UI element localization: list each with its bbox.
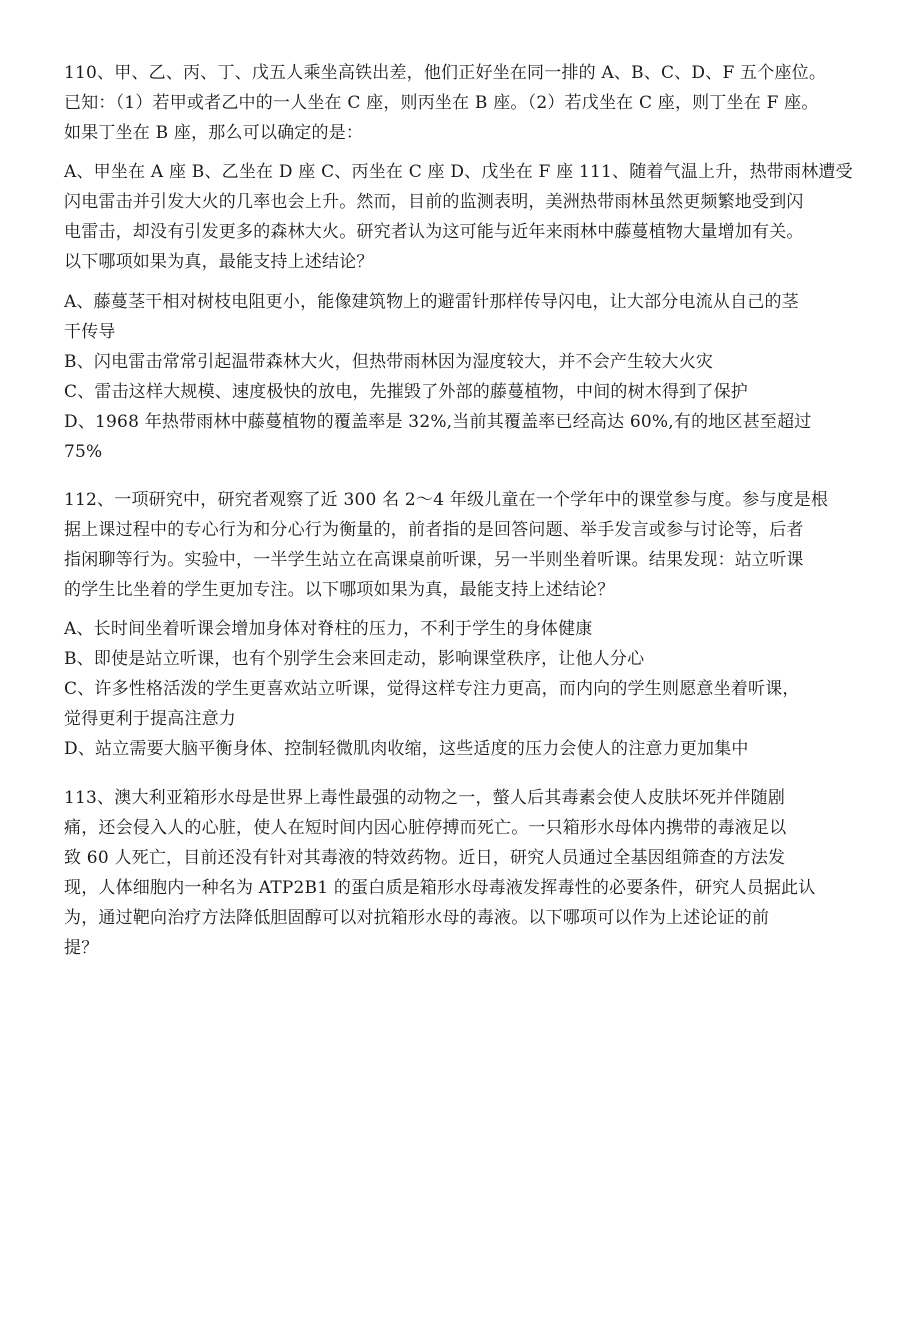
q111-line-3: 电雷击，却没有引发更多的森林大火。研究者认为这可能与近年来雨林中藤蔓植物大量增加有关。 bbox=[64, 222, 804, 242]
q111-line-2: 闪电雷击并引发大火的几率也会上升。然而，目前的监测表明，美洲热带雨林虽然更频繁地受到闪 bbox=[64, 192, 804, 212]
q111-option-b: B、闪电雷击常常引起温带森林大火，但热带雨林因为湿度较大，并不会产生较大火灾 bbox=[64, 352, 714, 372]
q113-line-6: 提？ bbox=[64, 938, 99, 958]
q111-option-a: A、藤蔓茎干相对树枝电阻更小，能像建筑物上的避雷针那样传导闪电，让大部分电流从自己的茎 bbox=[64, 292, 799, 312]
q113-line-3: 致 60 人死亡，目前还没有针对其毒液的特效药物。近日，研究人员通过全基因组筛查的方法发 bbox=[64, 848, 786, 868]
q111-option-c: C、雷击这样大规模、速度极快的放电，先摧毁了外部的藤蔓植物，中间的树木得到了保护 bbox=[64, 382, 749, 402]
q110-line-3: 如果丁坐在 B 座，那么可以确定的是： bbox=[64, 123, 364, 143]
q112-line-1: 112、一项研究中，研究者观察了近 300 名 2～4 年级儿童在一个学年中的课堂参与度。参与度是根 bbox=[64, 490, 829, 510]
q112-option-c: C、许多性格活泼的学生更喜欢站立听课，觉得这样专注力更高，而内向的学生则愿意坐着听课， bbox=[64, 679, 800, 699]
q110-line-1: 110、甲、乙、丙、丁、戊五人乘坐高铁出差，他们正好坐在同一排的 A、B、C、D、F 五个座位。 bbox=[64, 63, 827, 83]
q111-option-d-cont: 75% bbox=[64, 442, 103, 462]
q112-line-4: 的学生比坐着的学生更加专注。以下哪项如果为真，最能支持上述结论？ bbox=[64, 580, 615, 600]
q113-line-1: 113、澳大利亚箱形水母是世界上毒性最强的动物之一，螫人后其毒素会使人皮肤坏死并伴随剧 bbox=[64, 788, 786, 808]
q113-line-4: 现，人体细胞内一种名为 ATP2B1 的蛋白质是箱形水母毒液发挥毒性的必要条件，研究人员据此认 bbox=[64, 878, 816, 898]
q111-option-a-cont: 干传导 bbox=[64, 322, 116, 342]
q113-line-2: 痛，还会侵入人的心脏，使人在短时间内因心脏停搏而死亡。一只箱形水母体内携带的毒液足以 bbox=[64, 818, 787, 838]
q112-option-d: D、站立需要大脑平衡身体、控制轻微肌肉收缩，这些适度的压力会使人的注意力更加集中 bbox=[64, 739, 749, 759]
q112-line-3: 指闲聊等行为。实验中，一半学生站立在高课桌前听课，另一半则坐着听课。结果发现：站立听课 bbox=[64, 550, 804, 570]
q112-option-c-cont: 觉得更利于提高注意力 bbox=[64, 709, 236, 729]
q110-line-2: 已知：（1）若甲或者乙中的一人坐在 C 座，则丙坐在 B 座。（2）若戊坐在 C 座，则丁坐在 F 座。 bbox=[64, 93, 819, 113]
q110-options-q111-line-1: A、甲坐在 A 座 B、乙坐在 D 座 C、丙坐在 C 座 D、戊坐在 F 座 111、随着气温上升，热带雨林遭受 bbox=[64, 162, 853, 182]
q112-line-2: 据上课过程中的专心行为和分心行为衡量的，前者指的是回答问题、举手发言或参与讨论等，后者 bbox=[64, 520, 804, 540]
q112-option-b: B、即使是站立听课，也有个别学生会来回走动，影响课堂秩序，让他人分心 bbox=[64, 649, 645, 669]
q113-line-5: 为，通过靶向治疗方法降低胆固醇可以对抗箱形水母的毒液。以下哪项可以作为上述论证的前 bbox=[64, 908, 770, 928]
q111-line-4: 以下哪项如果为真，最能支持上述结论？ bbox=[64, 252, 374, 272]
q112-option-a: A、长时间坐着听课会增加身体对脊柱的压力，不利于学生的身体健康 bbox=[64, 619, 593, 639]
q111-option-d: D、1968 年热带雨林中藤蔓植物的覆盖率是 32%,当前其覆盖率已经高达 60%,有的地区甚至超过 bbox=[64, 412, 812, 432]
